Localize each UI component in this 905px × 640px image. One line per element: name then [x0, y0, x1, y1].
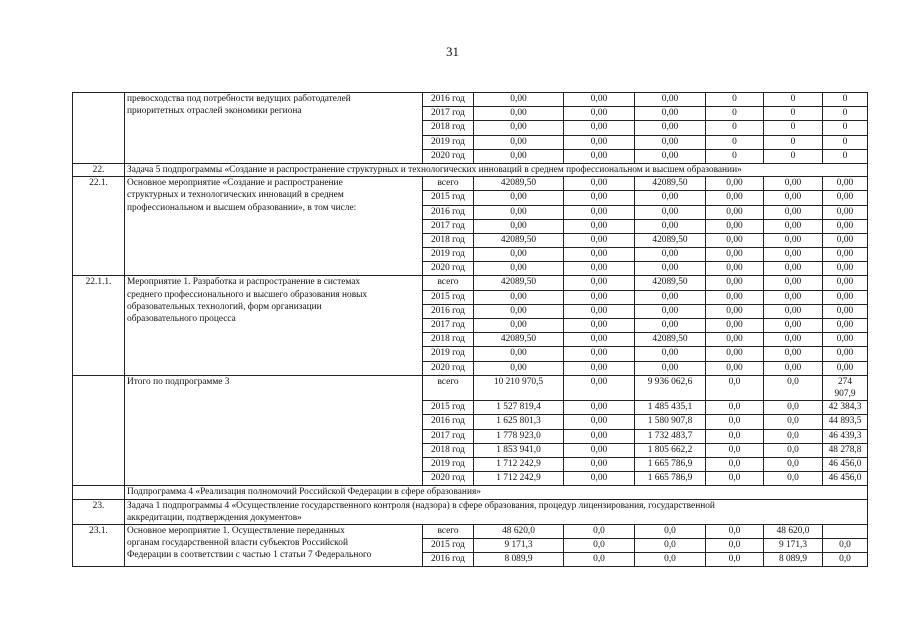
value-cell: 8 089,9 [474, 553, 564, 567]
value-cell: 0,00 [564, 121, 635, 135]
value-cell: 1 805 662,2 [635, 443, 706, 457]
period-cell: 2018 год [423, 121, 474, 135]
section-title: Задача 5 подпрограммы «Создание и распространение структурных и технологических инноваций в среднем профессиональном и высшем образовании» [125, 163, 868, 176]
period-cell: 2019 год [423, 457, 474, 471]
value-cell: 48 278,8 [823, 443, 868, 457]
period-cell: всего [423, 375, 474, 400]
value-cell: 0 [706, 107, 764, 121]
value-cell: 0 [764, 121, 823, 135]
value-cell: 0,00 [706, 248, 764, 262]
value-cell: 1 625 801,3 [474, 415, 564, 429]
value-cell: 0,00 [823, 333, 868, 347]
period-cell: 2019 год [423, 135, 474, 149]
table-row [73, 93, 868, 107]
value-cell: 0,0 [706, 401, 764, 415]
value-cell: 0,0 [706, 375, 764, 400]
value-cell: 0,00 [474, 262, 564, 276]
value-cell: 0,00 [635, 262, 706, 276]
value-cell: 0,0 [823, 539, 868, 553]
value-cell: 1 665 786,9 [635, 457, 706, 471]
value-cell: 42089,50 [474, 233, 564, 247]
period-cell: 2019 год [423, 248, 474, 262]
value-cell: 0,00 [764, 233, 823, 247]
value-cell: 0,00 [474, 93, 564, 107]
value-cell: 0 [764, 93, 823, 107]
value-cell: 0,0 [764, 457, 823, 471]
period-cell: 2018 год [423, 443, 474, 457]
row-description: Мероприятие 1. Разработка и распространение в системах среднего профессионального и высшего образования новых образовательных технологий, форм организации образовательного процесса [125, 276, 423, 375]
value-cell: 0,00 [635, 248, 706, 262]
period-cell: 2017 год [423, 429, 474, 443]
value-cell: 0,00 [564, 361, 635, 375]
value-cell: 9 171,3 [474, 539, 564, 553]
value-cell: 0 [764, 135, 823, 149]
value-cell: 42089,50 [635, 333, 706, 347]
period-cell: 2020 год [423, 361, 474, 375]
value-cell: 0,00 [635, 361, 706, 375]
period-cell: всего [423, 177, 474, 191]
value-cell: 0,00 [764, 319, 823, 333]
value-cell: 0,00 [564, 107, 635, 121]
period-cell: 2019 год [423, 347, 474, 361]
period-cell: 2018 год [423, 233, 474, 247]
value-cell: 0,00 [474, 149, 564, 163]
value-cell: 0,00 [823, 347, 868, 361]
period-cell: 2016 год [423, 415, 474, 429]
value-cell: 9 936 062,6 [635, 375, 706, 400]
value-cell: 0,00 [474, 205, 564, 219]
value-cell: 0,00 [706, 205, 764, 219]
period-cell: 2016 год [423, 205, 474, 219]
value-cell: 48 620,0 [474, 524, 564, 538]
value-cell: 1 665 786,9 [635, 472, 706, 486]
value-cell: 0,00 [635, 191, 706, 205]
value-cell: 42 384,3 [823, 401, 868, 415]
value-cell: 0,00 [564, 290, 635, 304]
value-cell: 0,00 [706, 191, 764, 205]
period-cell: всего [423, 524, 474, 538]
value-cell: 0,00 [706, 290, 764, 304]
value-cell: 0,00 [474, 290, 564, 304]
value-cell: 0,00 [474, 347, 564, 361]
value-cell: 0,00 [706, 177, 764, 191]
value-cell: 0,00 [823, 177, 868, 191]
period-cell: 2015 год [423, 191, 474, 205]
row-number: 22. [73, 163, 125, 176]
value-cell: 0,00 [564, 93, 635, 107]
value-cell: 0,00 [764, 191, 823, 205]
table-row [73, 375, 868, 400]
value-cell: 0,00 [764, 290, 823, 304]
value-cell: 0,0 [706, 443, 764, 457]
row-description: превосходства под потребности ведущих работодателей приоритетных отраслей экономики региона [125, 93, 423, 164]
value-cell: 0,00 [823, 248, 868, 262]
value-cell: 0 [706, 93, 764, 107]
value-cell: 0,00 [474, 135, 564, 149]
value-cell: 0,00 [823, 191, 868, 205]
value-cell: 1 712 242,9 [474, 472, 564, 486]
value-cell: 0,00 [764, 361, 823, 375]
value-cell: 9 171,3 [764, 539, 823, 553]
value-cell: 42089,50 [474, 276, 564, 290]
value-cell: 0,00 [474, 191, 564, 205]
value-cell: 42089,50 [635, 233, 706, 247]
value-cell: 0,00 [474, 319, 564, 333]
value-cell: 0,0 [706, 429, 764, 443]
value-cell: 0,00 [564, 347, 635, 361]
period-cell: 2018 год [423, 333, 474, 347]
value-cell: 0,00 [564, 219, 635, 233]
value-cell: 8 089,9 [764, 553, 823, 567]
period-cell: 2020 год [423, 472, 474, 486]
value-cell: 0,00 [564, 429, 635, 443]
period-cell: 2017 год [423, 107, 474, 121]
value-cell: 1 712 242,9 [474, 457, 564, 471]
value-cell: 46 439,3 [823, 429, 868, 443]
row-number: 23.1. [73, 524, 125, 567]
period-cell: всего [423, 276, 474, 290]
value-cell: 0,00 [474, 107, 564, 121]
period-cell: 2016 год [423, 93, 474, 107]
value-cell: 0,0 [764, 443, 823, 457]
value-cell: 0,00 [823, 290, 868, 304]
row-description: Итого по подпрограмме 3 [125, 375, 423, 486]
value-cell: 0,00 [764, 304, 823, 318]
table-row [73, 524, 868, 538]
row-number: 22.1. [73, 177, 125, 276]
value-cell: 0,0 [706, 553, 764, 567]
value-cell: 0,00 [564, 248, 635, 262]
value-cell: 0,0 [764, 375, 823, 400]
value-cell: 0,00 [635, 93, 706, 107]
row-number [73, 486, 125, 499]
row-description: Основное мероприятие 1. Осуществление переданных органам государственной власти субъектов Российской Федерации в соответствии с частью 1 статьи 7 Федерального [125, 524, 423, 567]
value-cell: 0,00 [706, 333, 764, 347]
value-cell: 48 620,0 [764, 524, 823, 538]
value-cell: 0,00 [564, 262, 635, 276]
value-cell: 0,00 [764, 248, 823, 262]
value-cell: 0 [764, 107, 823, 121]
value-cell: 0,00 [564, 177, 635, 191]
value-cell: 0,00 [823, 361, 868, 375]
value-cell: 0,00 [564, 304, 635, 318]
value-cell: 0,00 [823, 262, 868, 276]
period-cell: 2017 год [423, 219, 474, 233]
row-number: 22.1.1. [73, 276, 125, 375]
value-cell: 0,0 [706, 415, 764, 429]
value-cell: 0,0 [635, 553, 706, 567]
section-title: Задача 1 подпрограммы 4 «Осуществление государственного контроля (надзора) в сфере образования, процедур лицензирования, государственной аккредитации, подтверждения документов» [125, 499, 868, 524]
table-row [73, 177, 868, 191]
row-description: Основное мероприятие «Создание и распространение структурных и технологических инноваций в среднем профессиональном и высшем образовании», в том числе: [125, 177, 423, 276]
value-cell: 0 [823, 121, 868, 135]
value-cell [823, 524, 868, 538]
table-row [73, 163, 868, 176]
value-cell: 0,00 [474, 219, 564, 233]
value-cell: 0,00 [764, 177, 823, 191]
value-cell: 0,00 [564, 333, 635, 347]
value-cell: 0,00 [764, 347, 823, 361]
value-cell: 0,0 [635, 539, 706, 553]
value-cell: 42089,50 [474, 333, 564, 347]
period-cell: 2017 год [423, 319, 474, 333]
value-cell: 0,00 [474, 361, 564, 375]
row-number: 23. [73, 499, 125, 524]
value-cell: 10 210 970,5 [474, 375, 564, 400]
value-cell: 0,00 [706, 361, 764, 375]
value-cell: 0,00 [823, 233, 868, 247]
value-cell: 0,00 [764, 333, 823, 347]
value-cell: 0,00 [764, 219, 823, 233]
value-cell: 0,00 [764, 262, 823, 276]
value-cell: 0,0 [823, 553, 868, 567]
value-cell: 0,00 [635, 135, 706, 149]
value-cell: 0,00 [564, 149, 635, 163]
value-cell: 0,00 [635, 205, 706, 219]
value-cell: 0,00 [564, 415, 635, 429]
value-cell: 0,0 [706, 472, 764, 486]
value-cell: 0,00 [635, 121, 706, 135]
value-cell: 0,0 [764, 472, 823, 486]
value-cell: 0,00 [564, 472, 635, 486]
value-cell: 1 485 435,1 [635, 401, 706, 415]
value-cell: 0,00 [564, 205, 635, 219]
value-cell: 1 732 483,7 [635, 429, 706, 443]
value-cell: 0,00 [564, 233, 635, 247]
value-cell: 0,00 [474, 248, 564, 262]
value-cell: 0,00 [764, 205, 823, 219]
value-cell: 0,00 [823, 304, 868, 318]
value-cell: 0,00 [474, 121, 564, 135]
value-cell: 0,00 [706, 319, 764, 333]
period-cell: 2015 год [423, 401, 474, 415]
value-cell: 0,0 [635, 524, 706, 538]
value-cell: 0,00 [564, 457, 635, 471]
value-cell: 46 456,0 [823, 457, 868, 471]
value-cell: 1 580 907,8 [635, 415, 706, 429]
value-cell: 0,0 [706, 539, 764, 553]
value-cell: 0,00 [635, 107, 706, 121]
value-cell: 0,00 [564, 276, 635, 290]
table-row [73, 486, 868, 499]
page-number: 31 [446, 44, 459, 59]
value-cell: 1 853 941,0 [474, 443, 564, 457]
value-cell: 0,0 [764, 429, 823, 443]
budget-table [72, 92, 868, 567]
value-cell: 44 893,5 [823, 415, 868, 429]
value-cell: 0,0 [706, 524, 764, 538]
value-cell: 0,00 [706, 347, 764, 361]
value-cell: 0,00 [635, 219, 706, 233]
value-cell: 0,0 [764, 401, 823, 415]
value-cell: 0,00 [564, 135, 635, 149]
value-cell: 42089,50 [474, 177, 564, 191]
value-cell: 0 [706, 135, 764, 149]
table-row [73, 276, 868, 290]
value-cell: 274 907,9 [823, 375, 868, 400]
value-cell: 0,00 [474, 304, 564, 318]
value-cell: 0,0 [564, 539, 635, 553]
period-cell: 2020 год [423, 262, 474, 276]
value-cell: 1 778 923,0 [474, 429, 564, 443]
value-cell: 0,00 [564, 401, 635, 415]
value-cell: 0,0 [706, 457, 764, 471]
value-cell: 0,00 [823, 219, 868, 233]
value-cell: 1 527 819,4 [474, 401, 564, 415]
period-cell: 2016 год [423, 553, 474, 567]
value-cell: 0,00 [635, 149, 706, 163]
value-cell: 0 [823, 107, 868, 121]
value-cell: 0,00 [764, 276, 823, 290]
value-cell: 0,00 [564, 443, 635, 457]
value-cell: 0 [764, 149, 823, 163]
value-cell: 0,00 [635, 290, 706, 304]
value-cell: 0,00 [635, 319, 706, 333]
value-cell: 0,00 [564, 375, 635, 400]
value-cell: 0,00 [823, 205, 868, 219]
period-cell: 2015 год [423, 539, 474, 553]
value-cell: 0 [823, 93, 868, 107]
period-cell: 2016 год [423, 304, 474, 318]
value-cell: 46 456,0 [823, 472, 868, 486]
value-cell: 0,00 [564, 319, 635, 333]
value-cell: 0 [706, 121, 764, 135]
value-cell: 0,00 [823, 319, 868, 333]
period-cell: 2015 год [423, 290, 474, 304]
value-cell: 0,00 [823, 276, 868, 290]
value-cell: 0,00 [635, 304, 706, 318]
value-cell: 0,00 [706, 304, 764, 318]
value-cell: 0,00 [564, 191, 635, 205]
value-cell: 0 [823, 135, 868, 149]
row-number [73, 375, 125, 486]
section-title: Подпрограмма 4 «Реализация полномочий Российской Федерации в сфере образования» [125, 486, 868, 499]
value-cell: 0,00 [706, 233, 764, 247]
value-cell: 0,0 [764, 415, 823, 429]
value-cell: 42089,50 [635, 276, 706, 290]
value-cell: 0,00 [706, 219, 764, 233]
period-cell: 2020 год [423, 149, 474, 163]
value-cell: 0 [706, 149, 764, 163]
value-cell: 0,0 [564, 524, 635, 538]
table-row [73, 499, 868, 524]
value-cell: 0,00 [706, 276, 764, 290]
value-cell: 0 [823, 149, 868, 163]
row-number [73, 93, 125, 164]
value-cell: 0,00 [635, 347, 706, 361]
value-cell: 0,0 [564, 553, 635, 567]
value-cell: 42089,50 [635, 177, 706, 191]
value-cell: 0,00 [706, 262, 764, 276]
